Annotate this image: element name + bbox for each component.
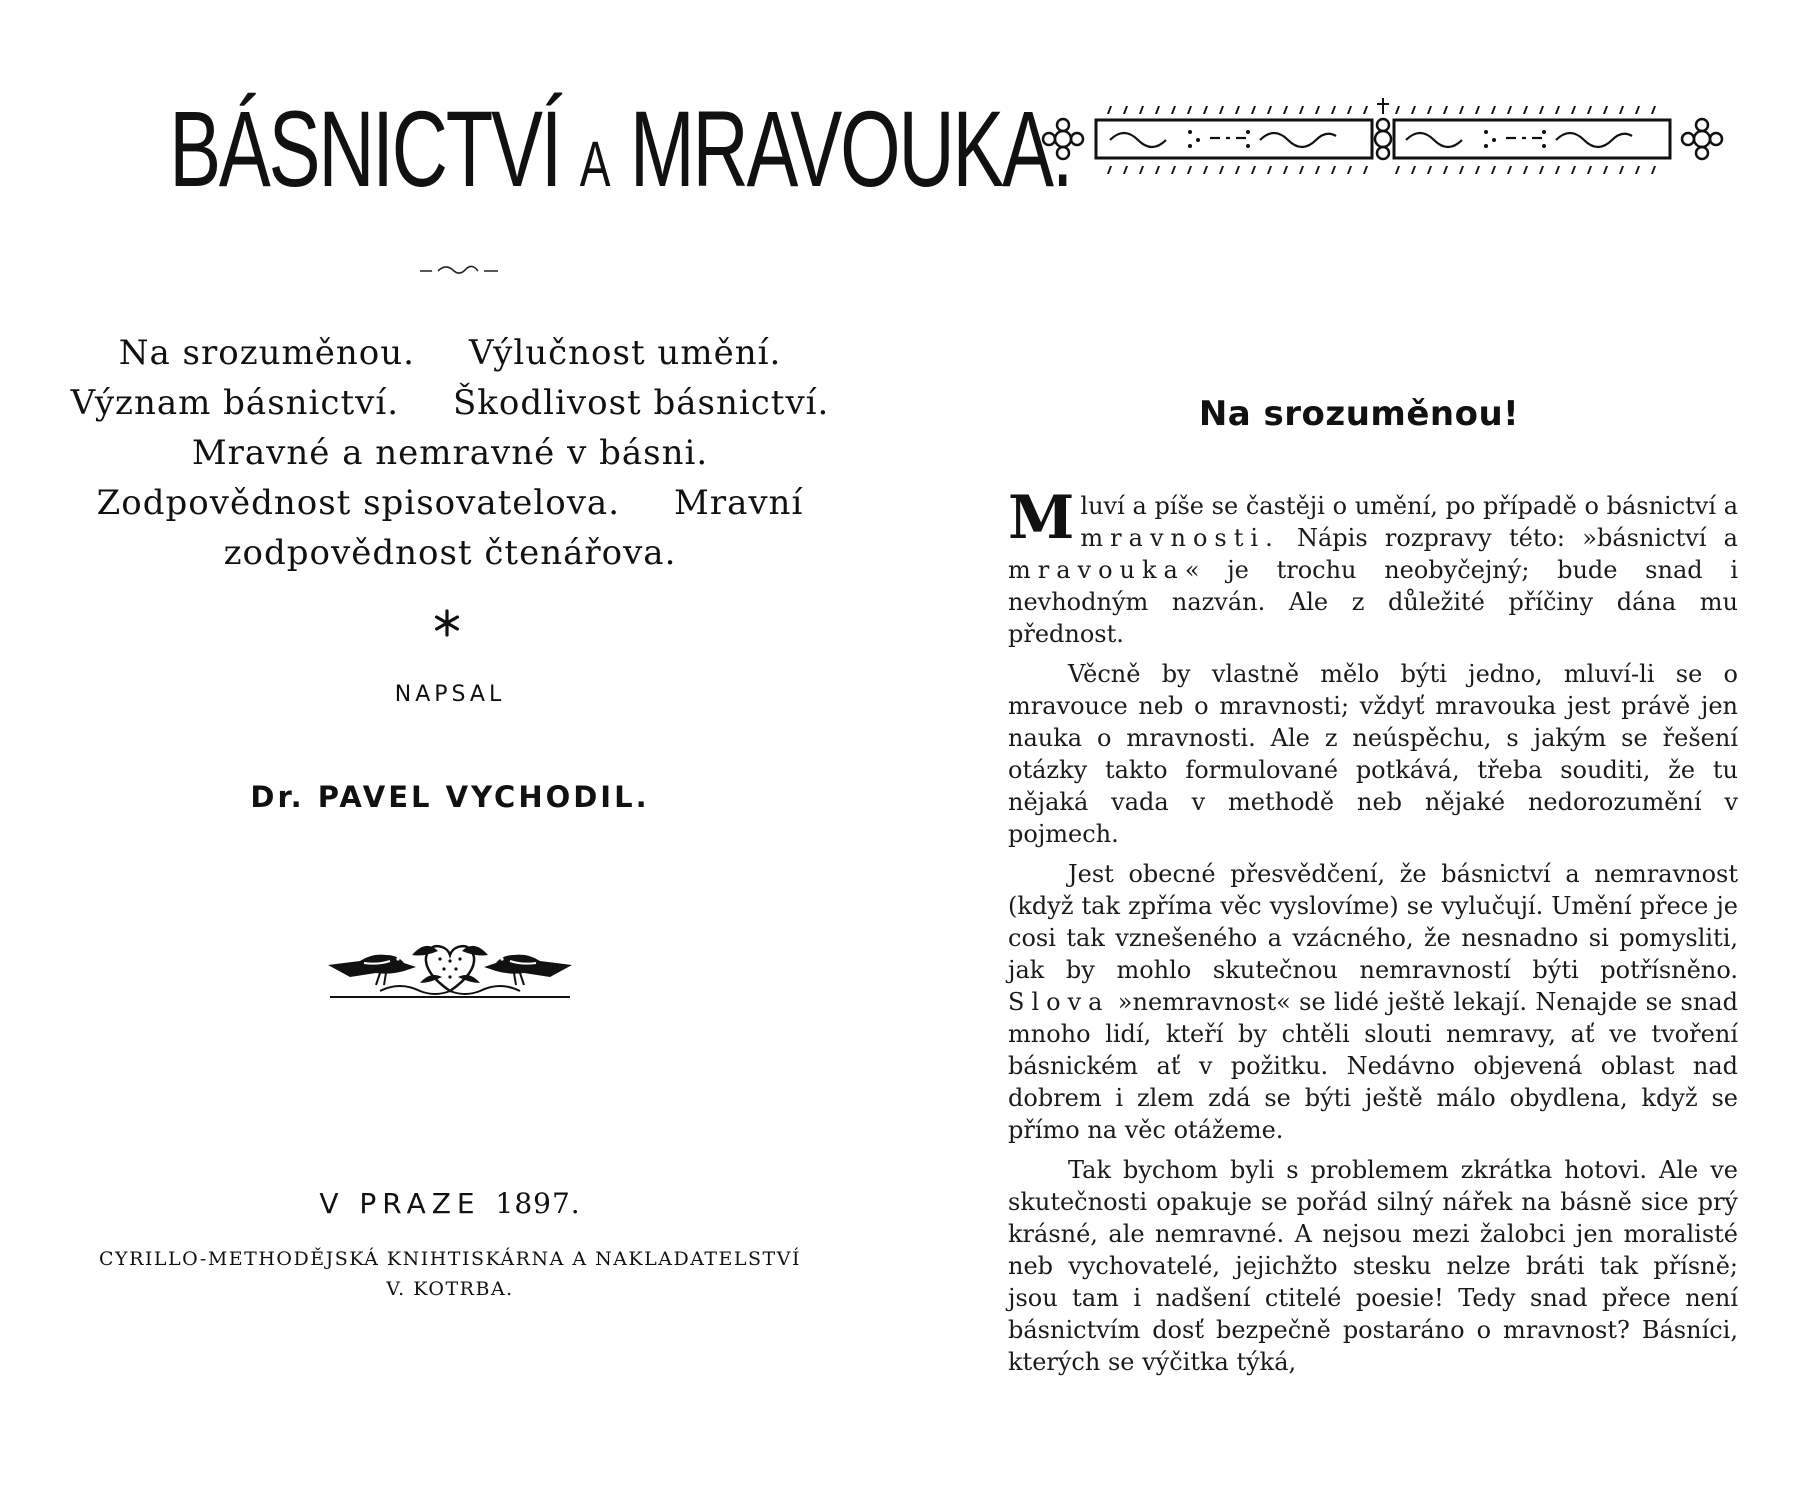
paragraph-text: luví a píše se častěji o umění, po případě o básnictví a (1080, 492, 1738, 520)
imprint-place (60, 1187, 840, 1220)
contents-item: Výlučnost umění. (468, 333, 782, 373)
imprint-city: V PRAZE (319, 1187, 481, 1220)
publisher-name: CYRILLO-METHODĚJSKÁ KNIHTISKÁRNA A NAKLADATELSTVÍ (99, 1248, 801, 1270)
contents-item: Mravné a nemravné v básni. (191, 433, 709, 473)
contents-line (60, 328, 840, 378)
paragraph: Tak bychom byli s problemem zkrátka hotovi. Ale ve skutečnosti opakuje se pořád silný nářek na básně sice prý krásné, ale nemravné. A nejsou mezi žalobci jen moralisté neb vychovatelé, jejichžto stesku nelze bráti tak přísně; jsou tam i nadšení ctitelé poesie! Tedy snad přece není básnictvím dosť bezpečně postaráno o mravnost? Básníci, kterých se výčitka týká, (1008, 1156, 1738, 1376)
paragraph-text: « je trochu neobyčejný; bude snad i nevhodným nazván. Ale z důležité příčiny dána mu přednost. (1008, 556, 1738, 648)
title-word-a: A (579, 128, 611, 200)
contents-line (60, 478, 840, 528)
paragraph (1008, 858, 1738, 1146)
paragraph-text: »nemravnost« se lidé ještě lekají. Nenajde se snad mnoho lidí, kteří by chtěli slouti nemravy, ať ve tvoření básnickém ať v požitku. Nedávno objevená oblast nad dobrem i zlem zdá se býti ještě málo obydlena, když se přímo na věc otážeme. (1008, 988, 1738, 1144)
paragraph-text: Nápis rozpravy této: »básnictví a (1279, 524, 1738, 552)
napsal-label: NAPSAL (394, 682, 506, 707)
contents-line (60, 428, 840, 478)
paragraph-text: mravouka (1008, 556, 1185, 584)
decorative-header-band (1030, 88, 1735, 188)
publisher (40, 1244, 860, 1304)
paragraph-text: Slova (1008, 988, 1110, 1016)
table-of-contents (60, 328, 840, 578)
title-word-basnictvi: BÁSNICTVÍ (169, 88, 561, 209)
chapter-heading: Na srozuměnou! (1198, 394, 1520, 434)
paragraph-text: Jest obecné přesvědčení, že básnictví a nemravnost (když tak zpříma věc vyslovíme) se vylučují. Umění přece je cosi tak vznešeného a vzácného, že nesnadno si pomysliti, jak by mohlo skutečnou nemravností býti potřísněno. (1008, 860, 1738, 984)
title-word-mravouka: MRAVOUKA. (629, 88, 1072, 209)
author-name: Dr. PAVEL VYCHODIL. (250, 780, 650, 814)
contents-item: Význam básnictví. (70, 383, 400, 423)
contents-line (60, 378, 840, 428)
publisher-owner: V. KOTRBA. (386, 1278, 514, 1300)
contents-item: Mravní (674, 483, 804, 523)
small-dash-ornament (420, 262, 500, 278)
imprint-year: 1897. (495, 1187, 581, 1220)
birds-heart-vignette (320, 925, 580, 1005)
body-text (1008, 483, 1738, 1386)
text-page (900, 0, 1818, 1500)
contents-item: zodpovědnost čtenářova. (223, 533, 677, 573)
contents-item: Zodpovědnost spisovatelova. (96, 483, 621, 523)
asterisk-icon (432, 608, 462, 638)
paragraph: Věcně by vlastně mělo býti jedno, mluví-li se o mravouce neb o mravnosti; vždyť mravouka jest právě jen nauka o mravnosti. Ale z neúspěchu, s jakým se řešení otázky takto formulované potkává, třeba souditi, že tu nějaká vada v methodě neb nějaké nedorozumění v pojmech. (1008, 660, 1738, 848)
contents-item: Škodlivost básnictví. (453, 383, 830, 423)
contents-item: Na srozuměnou. (118, 333, 415, 373)
book-title (169, 88, 1072, 209)
paragraph (1008, 483, 1738, 650)
contents-line (60, 528, 840, 578)
drop-cap: M (1008, 483, 1075, 553)
paragraph-text: mravnosti. (1080, 524, 1280, 552)
